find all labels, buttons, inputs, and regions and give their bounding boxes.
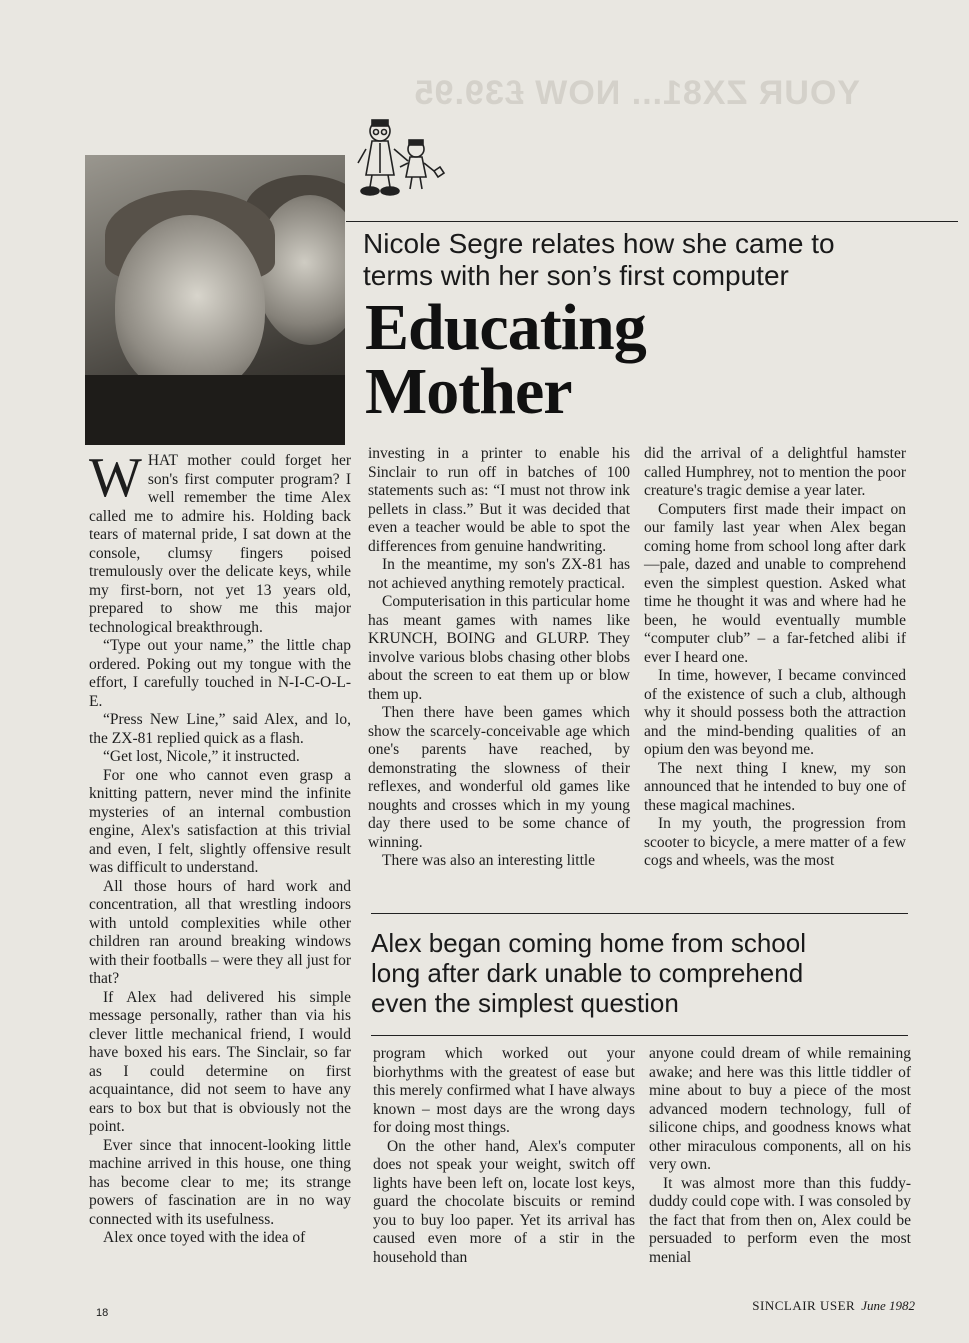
paragraph: Computerisation in this particular home has meant games with names like KRUNCH, BOING and GLURP. They involve various blobs chasing other blobs about the screen to eat them up or blow them up. <box>368 593 630 703</box>
scientist-cartoon-icon <box>350 115 450 200</box>
standfirst-line: Nicole Segre relates how she came to <box>363 228 835 259</box>
article-photo <box>85 155 345 445</box>
paragraph: program which worked out your biorhythms with the greatest of ease but this merely confirmed what I have always known – most days are the wrong days for doing most things. <box>373 1045 635 1136</box>
article-standfirst <box>363 228 903 292</box>
paragraph: On the other hand, Alex's computer does not speak your weight, switch off lights have been left on, locate lost keys, guard the chocolate biscuits or remind you to buy loo paper. Yet its arrival has caused even more of a stir in the household than <box>373 1137 635 1266</box>
paragraph: The next thing I knew, my son announced that he intended to buy one of these magical machines. <box>644 759 906 814</box>
paragraph: investing in a printer to enable his Sinclair to run off in batches of 100 statements such as: “I must not throw ink pellets in class.” But it was decided that even a teacher would be able to spot the differences from genuine handwriting. <box>368 445 630 555</box>
paragraph: If Alex had delivered his simple message personally, rather than via his clever little mechanical friend, I would have boxed his ears. The Sinclair, so far as I could determine on first acquaintance, did not seem to have any ears to box but that is obviously not the point. <box>89 988 351 1135</box>
paragraph: Then there have been games which show the scarcely-conceivable age which one's parents have reached, by demonstrating the slowness of their reflexes, and wonderful old games like noughts and crosses which in my young day there used to be some chance of winning. <box>368 704 630 851</box>
paragraph: In my youth, the progression from scooter to bicycle, a mere matter of a few cogs and wheels, was the most <box>644 815 906 869</box>
column-3-bottom <box>649 1045 911 1267</box>
standfirst-line: terms with her son’s first computer <box>363 260 789 291</box>
paragraph: Computers first made their impact on our family last year when Alex began coming home from school long after dark—pale, dazed and unable to comprehend even the simplest question. Asked what time he thought it was and where had he been, he would eventually mumble “computer club” – a far-fetched alibi if ever I heard one. <box>644 500 906 666</box>
column-1 <box>89 447 351 1248</box>
title-line: Mother <box>365 355 572 428</box>
pull-quote-bottom-rule <box>371 1035 908 1036</box>
paragraph: In the meantime, my son's ZX-81 has not achieved anything remotely practical. <box>368 556 630 592</box>
paragraph: “Get lost, Nicole,” it instructed. <box>103 748 300 765</box>
paragraph: For one who cannot even grasp a knitting pattern, never mind the infinite mysteries of an internal combustion engine, Alex's satisfaction at this trivial and even, I felt, slightly offensive result was difficult to understand. <box>89 766 351 876</box>
header-rule <box>346 221 958 222</box>
issue-date: June 1982 <box>861 1298 915 1313</box>
column-3-top <box>644 445 906 871</box>
paragraph: Ever since that innocent-looking little machine arrived in this house, one thing has become clear to me; its strange powers of fascination are in no way connected with its usefulness. <box>89 1136 351 1228</box>
paragraph: In time, however, I became convinced of the existence of such a club, although why it should possess both the attraction and the mind-bending qualities of an opium den was beyond me. <box>644 667 906 758</box>
paragraph: did the arrival of a delightful hamster called Humphrey, not to mention the poor creature's tragic demise a year later. <box>644 445 906 499</box>
paragraph: “Press New Line,” said Alex, and lo, the ZX-81 replied quick as a flash. <box>89 711 351 747</box>
show-through-text: YOUR ZX81... NOW £39.95 <box>413 74 860 112</box>
article-title <box>365 291 646 428</box>
column-2-top <box>368 445 630 871</box>
magazine-footer <box>752 1298 915 1314</box>
paragraph: “Type out your name,” the little chap ordered. Poking out my tongue with the effort, I carefully touched in N-I-C-O-L-E. <box>89 637 351 710</box>
paragraph: There was also an interesting little <box>382 852 596 869</box>
pull-quote-line: Alex began coming home from school <box>371 928 807 958</box>
paragraph: WHAT mother could forget her son's first computer program? I well remember the time Alex called me to admire his. Holding back tears of maternal pride, I sat down at the console, clumsy fingers poised tremulously over the delicate keys, while my first-born, not yet 13 years old, prepared to show me this major technological breakthrough. <box>89 447 351 636</box>
page-number: 18 <box>96 1307 109 1319</box>
pull-quote-line: long after dark unable to comprehend <box>371 958 804 988</box>
pull-quote <box>371 928 911 1018</box>
pull-quote-line: even the simplest question <box>371 988 679 1018</box>
paragraph: anyone could dream of while remaining awake; and here was this little tiddler of mine about to buy a piece of the most advanced modern technology, full of silicone chips, and goodness knows what other miraculous components, all on his very own. <box>649 1045 911 1173</box>
drop-cap: W <box>89 447 142 509</box>
column-2-bottom <box>373 1045 635 1267</box>
paragraph: Alex once toyed with the idea of <box>103 1229 306 1246</box>
magazine-name: SINCLAIR USER <box>752 1298 856 1313</box>
paragraph: All those hours of hard work and concentration, all that wrestling indoors with untold complexities while other children ran around breaking windows with their footballs – were they all just for that? <box>89 877 351 987</box>
paragraph: It was almost more than this fuddy-duddy could cope with. I was consoled by the fact that from then on, Alex could be persuaded to perform even the most menial <box>649 1174 911 1266</box>
title-line: Educating <box>365 291 646 364</box>
pull-quote-top-rule <box>371 913 908 914</box>
